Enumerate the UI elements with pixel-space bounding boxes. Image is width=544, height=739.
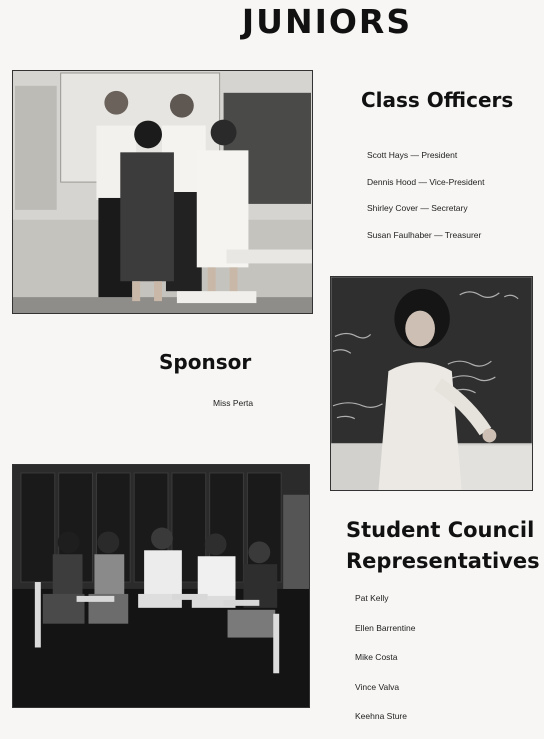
council-member: Keehna Sture: [355, 711, 407, 721]
officer-treasurer: Susan Faulhaber — Treasurer: [367, 229, 482, 240]
officer-president: Scott Hays — President: [367, 150, 458, 160]
class-officers-heading: Class Officers: [361, 88, 514, 112]
officer-vice-president: Dennis Hood — Vice-President: [367, 176, 485, 187]
student-council-photo: [12, 464, 310, 708]
page-title: JUNIORS: [241, 2, 413, 41]
officer-secretary: Shirley Cover — Secretary: [367, 203, 468, 214]
class-officers-photo: [12, 70, 313, 314]
student-council-heading: [346, 515, 540, 577]
council-member: Mike Costa: [355, 652, 398, 662]
class-officers-list: [367, 148, 485, 254]
student-council-members: [355, 591, 415, 739]
sponsor-photo: [330, 276, 533, 491]
council-member: Ellen Barrentine: [355, 622, 416, 633]
council-member: Pat Kelly: [355, 593, 389, 603]
sponsor-heading: Sponsor: [159, 350, 252, 374]
council-member: Vince Valva: [355, 681, 400, 692]
sponsor-name: Miss Perta: [213, 398, 254, 408]
student-council-heading-line1: Student Council: [346, 518, 535, 542]
student-council-heading-line2: Representatives: [346, 549, 540, 573]
